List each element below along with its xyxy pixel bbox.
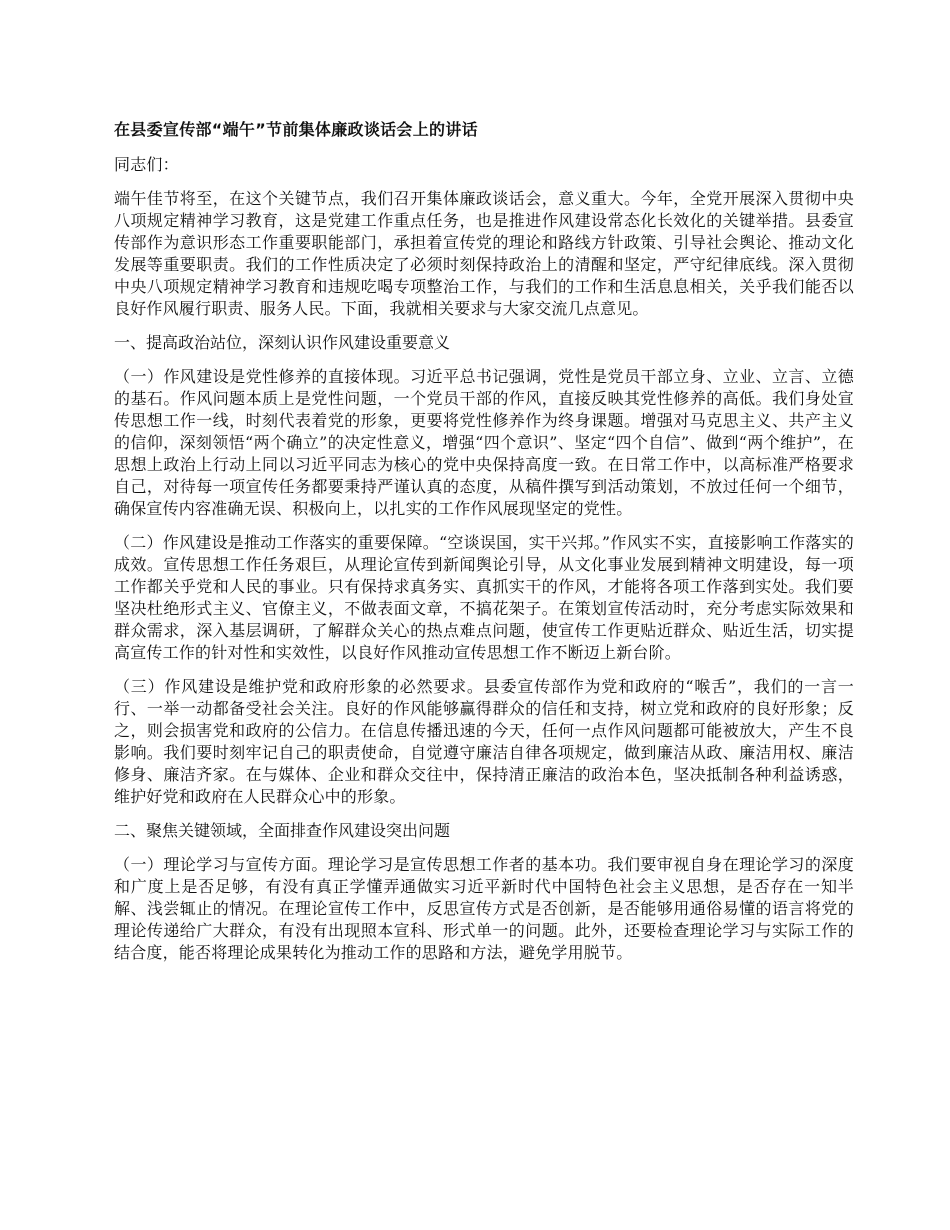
document-page — [114, 118, 854, 976]
section-1-paragraph-1: （一）作风建设是党性修养的直接体现。习近平总书记强调，党性是党员干部立身、立业、立言、立德的基石。作风问题本质上是党性问题，一个党员干部的作风，直接反映其党性修养的高低。我们身处宣传思想工作一线，时刻代表着党的形象，更要将党性修养作为终身课题。增强对马克思主义、共产主义的信仰，深刻领悟“两个确立”的决定性意义，增强“四个意识”、坚定“四个自信”、做到“两个维护”，在思想上政治上行动上同以习近平同志为核心的党中央保持高度一致。在日常工作中，以高标准严格要求自己，对待每一项宣传任务都要秉持严谨认真的态度，从稿件撰写到活动策划，不放过任何一个细节，确保宣传内容准确无误、积极向上，以扎实的工作作风展现坚定的党性。 — [114, 367, 854, 518]
section-1-paragraph-3: （三）作风建设是维护党和政府形象的必然要求。县委宣传部作为党和政府的“喉舌”，我们的一言一行、一举一动都备受社会关注。良好的作风能够赢得群众的信任和支持，树立党和政府的良好形象；反之，则会损害党和政府的公信力。在信息传播迅速的今天，任何一点作风问题都可能被放大，产生不良影响。我们要时刻牢记自己的职责使命，自觉遵守廉洁自律各项规定，做到廉洁从政、廉洁用权、廉洁修身、廉洁齐家。在与媒体、企业和群众交往中，保持清正廉洁的政治本色，坚决抵制各种利益诱惑，维护好党和政府在人民群众心中的形象。 — [114, 677, 854, 806]
section-1-paragraph-2: （二）作风建设是推动工作落实的重要保障。“空谈误国，实干兴邦。”作风实不实，直接影响工作落实的成效。宣传思想工作任务艰巨，从理论宣传到新闻舆论引导，从文化事业发展到精神文明建设，每一项工作都关乎党和人民的事业。只有保持求真务实、真抓实干的作风，才能将各项工作落到实处。我们要坚决杜绝形式主义、官僚主义，不做表面文章，不搞花架子。在策划宣传活动时，充分考虑实际效果和群众需求，深入基层调研，了解群众关心的热点难点问题，使宣传工作更贴近群众、贴近生活，切实提高宣传工作的针对性和实效性，以良好作风推动宣传思想工作不断迈上新台阶。 — [114, 533, 854, 662]
section-1-heading: 一、提高政治站位，深刻认识作风建设重要意义 — [114, 333, 451, 352]
intro-paragraph: 端午佳节将至，在这个关键节点，我们召开集体廉政谈话会，意义重大。今年，全党开展深入贯彻中央八项规定精神学习教育，这是党建工作重点任务，也是推进作风建设常态化长效化的关键举措。县委宣传部作为意识形态工作重要职能部门，承担着宣传党的理论和路线方针政策、引导社会舆论、推动文化发展等重要职责。我们的工作性质决定了必须时刻保持政治上的清醒和坚定，严守纪律底线。深入贯彻中央八项规定精神学习教育和违规吃喝专项整治工作，与我们的工作和生活息息相关，关乎我们能否以良好作风履行职责、服务人民。下面，我就相关要求与大家交流几点意见。 — [114, 189, 854, 318]
section-2-heading: 二、聚焦关键领域，全面排查作风建设突出问题 — [114, 821, 451, 840]
document-title: 在县委宣传部“端午”节前集体廉政谈话会上的讲话 — [114, 120, 478, 139]
section-2-paragraph-1: （一）理论学习与宣传方面。理论学习是宣传思想工作者的基本功。我们要审视自身在理论学习的深度和广度上是否足够，有没有真正学懂弄通做实习近平新时代中国特色社会主义思想，是否存在一知半解、浅尝辄止的情况。在理论宣传工作中，反思宣传方式是否创新，是否能够用通俗易懂的语言将党的理论传递给广大群众，有没有出现照本宣科、形式单一的问题。此外，还要检查理论学习与实际工作的结合度，能否将理论成果转化为推动工作的思路和方法，避免学用脱节。 — [114, 855, 854, 962]
greeting: 同志们： — [114, 155, 179, 174]
